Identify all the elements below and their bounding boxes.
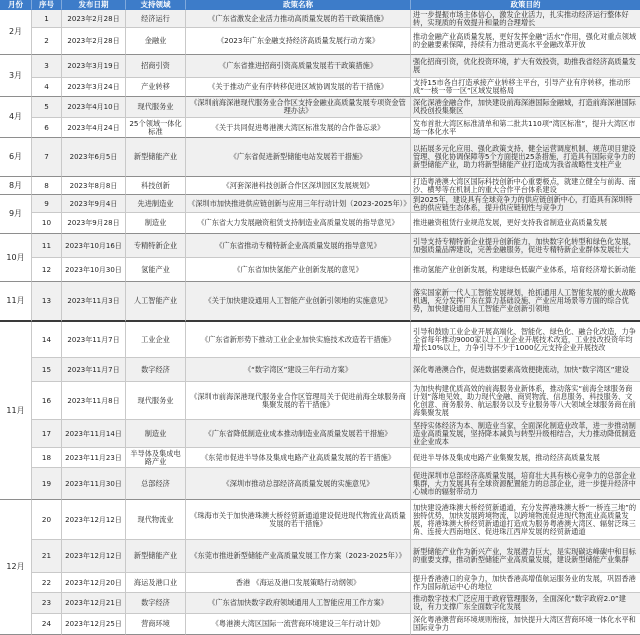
- cell-date: 2023年11月7日: [62, 358, 126, 382]
- month-cell: 8月: [0, 177, 32, 195]
- cell-no: 6: [32, 118, 62, 138]
- cell-policy-name: 《2023年广东金融支持经济高质量发展行动方案》: [186, 28, 411, 55]
- cell-no: 22: [32, 573, 62, 593]
- cell-date: 2023年3月24日: [62, 78, 126, 97]
- cell-date: 2023年10月16日: [62, 234, 126, 258]
- cell-field: 人工智能产业: [126, 282, 186, 322]
- cell-policy-purpose: 引导支持专精特新企业提升创新能力，加快数字化转型和绿色化发展，加强质量品牌建设，完善金融服务，促进专精特新企业群体发展壮大: [411, 234, 640, 258]
- cell-field: 数字经济: [126, 593, 186, 614]
- cell-policy-purpose: 支持15市各自打造承接产业转移主平台，引导产业有序转移，推动形成“一核一带一区”区域发展格局: [411, 78, 640, 97]
- cell-field: 制造业: [126, 213, 186, 234]
- cell-field: 数字经济: [126, 358, 186, 382]
- cell-no: 5: [32, 97, 62, 118]
- cell-policy-purpose: 新型储能产业作为新兴产业，发展潜力巨大，是实现碳达峰碳中和目标的重要支撑，推动新型储能产业高质量发展，建设新型储能产业集群: [411, 540, 640, 573]
- cell-policy-name: 《广东省促进新型储能电站发展若干措施》: [186, 138, 411, 177]
- cell-date: 2023年4月10日: [62, 97, 126, 118]
- cell-date: 2023年12月12日: [62, 540, 126, 573]
- cell-no: 7: [32, 138, 62, 177]
- cell-field: 现代服务业: [126, 382, 186, 420]
- cell-no: 21: [32, 540, 62, 573]
- cell-policy-name: 《广东省降低制造业成本推动制造业高质量发展若干措施》: [186, 420, 411, 448]
- cell-field: 产业转移: [126, 78, 186, 97]
- cell-policy-purpose: 推动数字技术广泛应用于政府管理服务，全面深化“数字政府2.0”建设，有力支撑广东全面数字化发展: [411, 593, 640, 614]
- header-field: 支持领域: [126, 0, 186, 10]
- cell-policy-name: 《东莞市促进半导体及集成电路产业高质量发展的若干措施》: [186, 448, 411, 468]
- cell-no: 16: [32, 382, 62, 420]
- cell-no: 13: [32, 282, 62, 322]
- month-cell: 10月: [0, 234, 32, 282]
- cell-policy-name: 《“数字湾区”建设三年行动方案》: [186, 358, 411, 382]
- cell-date: 2023年12月25日: [62, 614, 126, 635]
- month-cell: 3月: [0, 55, 32, 97]
- cell-policy-name: 《粤港澳大湾区国际一流营商环境建设三年行动计划》: [186, 614, 411, 635]
- header-month: 月份: [0, 0, 32, 10]
- cell-policy-purpose: 为加快构建优质高效的前海服务业新体系，推动落实“前海全球服务商计划”落地见效，助力现代金融、商贸物流、信息服务、科技服务、文化创意、商务服务、航运服务以及专业服务等八大领域全球服务商在前海集聚发展: [411, 382, 640, 420]
- cell-no: 12: [32, 258, 62, 282]
- cell-date: 2023年11月23日: [62, 448, 126, 468]
- cell-policy-purpose: 推动氢能产业创新发展，构建绿色低碳产业体系，培育经济增长新动能: [411, 258, 640, 282]
- cell-policy-name: 《关于加快建设通用人工智能产业创新引领地的实施意见》: [186, 282, 411, 322]
- cell-policy-name: 《广东省新形势下推动工业企业加快实施技术改造若干措施》: [186, 322, 411, 358]
- month-cell: 12月: [0, 500, 32, 635]
- cell-date: 2023年11月14日: [62, 420, 126, 448]
- cell-no: 10: [32, 213, 62, 234]
- cell-date: 2023年8月8日: [62, 177, 126, 195]
- cell-field: 海运及港口业: [126, 573, 186, 593]
- cell-policy-name: 《深圳市加快推进供应链创新与应用三年行动计划（2023-2025年）》: [186, 195, 411, 213]
- cell-no: 14: [32, 322, 62, 358]
- cell-no: 19: [32, 468, 62, 500]
- cell-field: 新型储能产业: [126, 138, 186, 177]
- cell-date: 2023年12月20日: [62, 573, 126, 593]
- cell-policy-name: 《广东省大力发展融资租赁支持制造业高质量发展的指导意见》: [186, 213, 411, 234]
- cell-no: 23: [32, 593, 62, 614]
- cell-field: 25个领域一体化标准: [126, 118, 186, 138]
- cell-policy-name: 《深圳市推动总部经济高质量发展的实施意见》: [186, 468, 411, 500]
- cell-policy-purpose: 以拓展多元化应用、强化政策支持、健全运营调度机制、规范项目建设管理、强化协调保障等5个方面提出25条措施，打造具有国际竞争力的新型储能产业，助力将新型储能产业打造成为我省战略性支柱产业: [411, 138, 640, 177]
- cell-no: 4: [32, 78, 62, 97]
- cell-policy-name: 《关于共同促进粤港澳大湾区标准发展的合作备忘录》: [186, 118, 411, 138]
- header-date: 发布日期: [62, 0, 126, 10]
- cell-policy-purpose: 强化招商引资，优化投资环境，扩大有效投资，助推我省经济高质量发展: [411, 55, 640, 78]
- cell-date: 2023年3月19日: [62, 55, 126, 78]
- cell-policy-purpose: 加快建设港珠澳大桥经贸新通道，充分发挥港珠澳大桥“一桥连三地”的独特优势，加快发展跨境物流，以跨境物流促进现代物流业高质量发展，将港珠澳大桥经贸新通道打造成为服务粤港澳大湾区、辐射泛珠三角、连接大西南地区、促进珠江西岸发展的经贸新通道: [411, 500, 640, 540]
- cell-field: 科技创新: [126, 177, 186, 195]
- cell-date: 2023年6月5日: [62, 138, 126, 177]
- cell-policy-purpose: 落实国家新一代人工智能发展规划，抢抓通用人工智能发展的重大战略机遇，充分发挥广东在算力基础设施、产业应用场景等方面的综合优势，加快建设通用人工智能产业创新引领地: [411, 282, 640, 322]
- cell-policy-purpose: 推进融资租赁行业规范发展，更好支持我省制造业高质量发展: [411, 213, 640, 234]
- cell-policy-name: 《广东省推进招商引资高质量发展若干政策措施》: [186, 55, 411, 78]
- cell-no: 18: [32, 448, 62, 468]
- cell-date: 2023年11月30日: [62, 468, 126, 500]
- cell-date: 2023年4月24日: [62, 118, 126, 138]
- cell-policy-name: 《关于推动产业有序转移促进区域协调发展的若干措施》: [186, 78, 411, 97]
- cell-date: 2023年2月28日: [62, 28, 126, 55]
- cell-policy-purpose: 深化深港金融合作，加快建设前海深港国际金融城，打造前海深港国际风投创投集聚区: [411, 97, 640, 118]
- cell-date: 2023年10月30日: [62, 258, 126, 282]
- header-no: 序号: [32, 0, 62, 10]
- cell-field: 经济运行: [126, 10, 186, 28]
- cell-policy-purpose: 进一步提振市场主体信心，激发企业活力，扎实推动经济运行整体好转，实现质的有效提升和量的合理增长: [411, 10, 640, 28]
- cell-policy-purpose: 发布首批大湾区标准清单和第二批共110项“湾区标准”，提升大湾区市场一体化水平: [411, 118, 640, 138]
- cell-field: 专精特新企业: [126, 234, 186, 258]
- cell-policy-name: 《河套深港科技创新合作区深圳园区发展规划》: [186, 177, 411, 195]
- cell-field: 金融业: [126, 28, 186, 55]
- cell-policy-purpose: 促进半导体及集成电路产业集聚发展，推动经济高质量发展: [411, 448, 640, 468]
- cell-date: 2023年9月4日: [62, 195, 126, 213]
- month-cell: 11月: [0, 282, 32, 322]
- cell-date: 2023年9月28日: [62, 213, 126, 234]
- cell-no: 17: [32, 420, 62, 448]
- cell-policy-purpose: 到2025年，建设具有全球竞争力的供应链创新中心，打造具有深圳特色的供应链生态体系，提升供应链韧性与竞争力: [411, 195, 640, 213]
- cell-policy-purpose: 坚持实体经济为本、制造业当家，全面深化制造业改革，进一步推动制造业高质量发展，坚持降本减负与转型升级相结合，大力推动降低制造业企业成本: [411, 420, 640, 448]
- cell-no: 24: [32, 614, 62, 635]
- cell-policy-purpose: 深化粤港澳合作，促进数据要素高效便捷流动，加快“数字湾区”建设: [411, 358, 640, 382]
- header-policy-purpose: 政策目的: [411, 0, 640, 10]
- cell-no: 1: [32, 10, 62, 28]
- cell-policy-name: 《深圳市前海深港现代服务业合作区管理局关于促进前海全球服务商集聚发展的若干措施》: [186, 382, 411, 420]
- cell-policy-purpose: 促进深圳市总部经济高质量发展，培育壮大具有核心竞争力的总部企业集群，大力发展具有全球资源配置能力的总部企业，进一步提升经济中心城市的辐射带动力: [411, 468, 640, 500]
- cell-policy-name: 《东莞市推进新型储能产业高质量发展工作方案（2023-2025年）》: [186, 540, 411, 573]
- cell-field: 半导体及集成电路产业: [126, 448, 186, 468]
- cell-date: 2023年12月21日: [62, 593, 126, 614]
- month-cell: 4月: [0, 97, 32, 138]
- cell-field: 制造业: [126, 420, 186, 448]
- cell-field: 现代物流业: [126, 500, 186, 540]
- cell-policy-name: 《深圳前海深港现代服务业合作区支持金融业高质量发展专项资金管理办法》: [186, 97, 411, 118]
- cell-policy-name: 《广东省激发企业活力推动高质量发展的若干政策措施》: [186, 10, 411, 28]
- cell-no: 3: [32, 55, 62, 78]
- cell-no: 11: [32, 234, 62, 258]
- cell-no: 2: [32, 28, 62, 55]
- cell-date: 2023年12月12日: [62, 500, 126, 540]
- cell-date: 2023年2月28日: [62, 10, 126, 28]
- cell-field: 营商环境: [126, 614, 186, 635]
- cell-policy-name: 《珠海市关于加快港珠澳大桥经贸新通道建设促进现代物流业高质量发展的若干措施》: [186, 500, 411, 540]
- cell-policy-purpose: 深化粤港澳营商环境规则衔接，加快提升大湾区营商环境一体化水平和国际竞争力: [411, 614, 640, 635]
- header-policy-name: 政策名称: [186, 0, 411, 10]
- cell-date: 2023年11月8日: [62, 382, 126, 420]
- cell-field: 新型储能产业: [126, 540, 186, 573]
- cell-no: 15: [32, 358, 62, 382]
- cell-field: 工业企业: [126, 322, 186, 358]
- cell-field: 招商引资: [126, 55, 186, 78]
- cell-no: 8: [32, 177, 62, 195]
- month-cell: 11月: [0, 322, 32, 500]
- cell-policy-name: 《广东省加快数字政府领域通用人工智能应用工作方案》: [186, 593, 411, 614]
- cell-policy-purpose: 提升香港港口的竞争力，加快香港高增值航运服务业的发展，巩固香港作为国际航运中心的地位: [411, 573, 640, 593]
- month-cell: 9月: [0, 195, 32, 234]
- cell-field: 总部经济: [126, 468, 186, 500]
- cell-policy-purpose: 引导和鼓励工业企业开展高端化、智能化、绿色化、融合化改造，力争全省每年推动9000家以上工业企业开展技术改造，工业技改投资年均增长10%以上，力争引导不少于1000亿元支持企业开展技改: [411, 322, 640, 358]
- month-cell: 6月: [0, 138, 32, 177]
- cell-no: 20: [32, 500, 62, 540]
- cell-date: 2023年11月3日: [62, 282, 126, 322]
- cell-policy-name: 《广东省加快氢能产业创新发展的意见》: [186, 258, 411, 282]
- cell-policy-purpose: 打造粤港澳大湾区国际科技创新中心重要极点，就建立健全与前海、南沙、横琴等在机制上的重大合作平台体系建设: [411, 177, 640, 195]
- cell-field: 现代服务业: [126, 97, 186, 118]
- month-cell: 2月: [0, 10, 32, 55]
- cell-field: 先进制造业: [126, 195, 186, 213]
- cell-field: 氢能产业: [126, 258, 186, 282]
- cell-policy-name: 《广东省推动专精特新企业高质量发展的指导意见》: [186, 234, 411, 258]
- cell-policy-name: 香港 《海运及港口发展策略行动纲领》: [186, 573, 411, 593]
- cell-policy-purpose: 推动金融产业高质量发展，更好发挥金融“活水”作用，强化对重点领域的金融要素保障，持续有力推动更高水平金融改革开放: [411, 28, 640, 55]
- cell-no: 9: [32, 195, 62, 213]
- cell-date: 2023年11月7日: [62, 322, 126, 358]
